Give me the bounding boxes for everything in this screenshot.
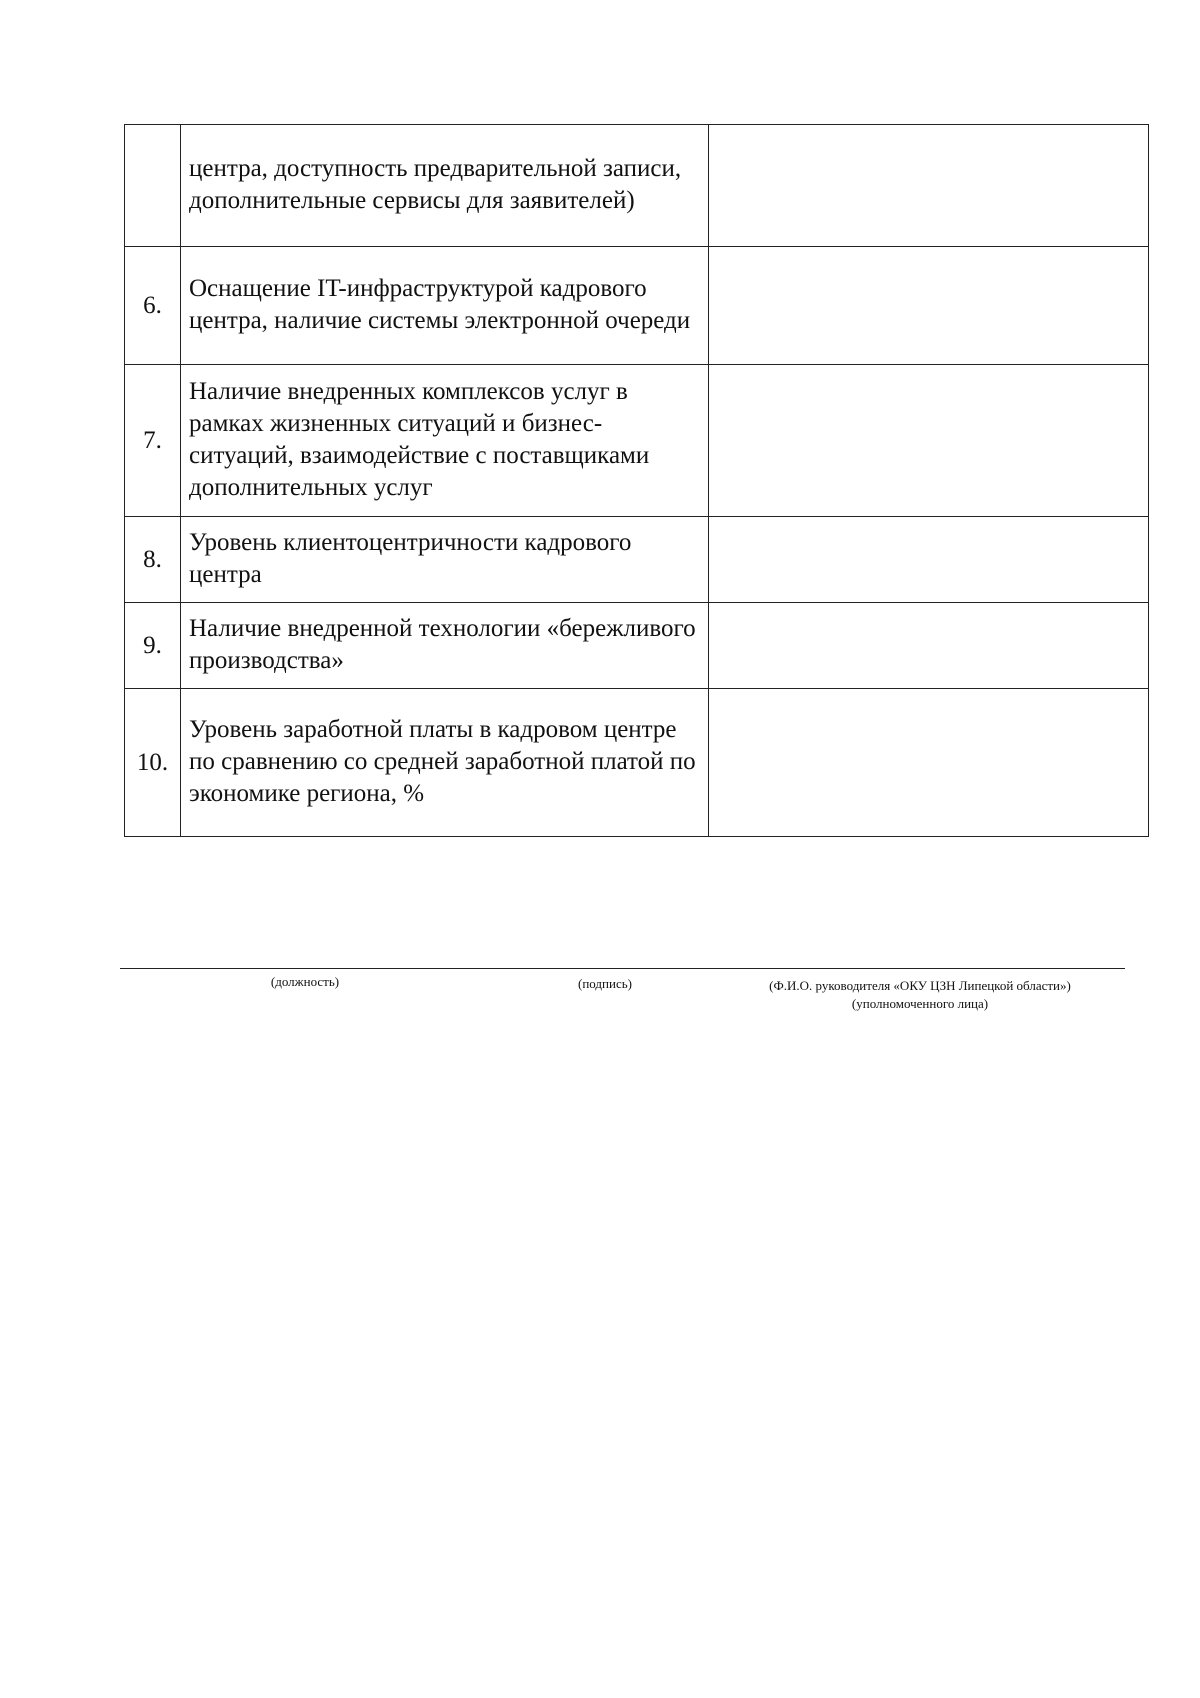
signature-line xyxy=(120,968,1125,969)
criterion-value xyxy=(709,247,1149,365)
criterion-name: Наличие внедренных комплексов услуг в рамках жизненных ситуаций и бизнес-ситуаций, взаимодействие с поставщиками дополнительных услуг xyxy=(181,365,709,517)
fio-sublabel: (уполномоченного лица) xyxy=(851,996,989,1011)
position-label: (должность) xyxy=(270,974,340,989)
table-row xyxy=(125,125,1149,247)
row-number xyxy=(125,125,181,247)
row-number: 9. xyxy=(125,603,181,689)
criterion-name: Оснащение IT-инфраструктурой кадрового центра, наличие системы электронной очереди xyxy=(181,247,709,365)
row-number: 6. xyxy=(125,247,181,365)
criterion-value xyxy=(709,365,1149,517)
criterion-name: центра, доступность предварительной записи, дополнительные сервисы для заявителей) xyxy=(181,125,709,247)
criterion-value xyxy=(709,603,1149,689)
criterion-value xyxy=(709,125,1149,247)
row-number: 8. xyxy=(125,517,181,603)
criterion-value xyxy=(709,517,1149,603)
criteria-table xyxy=(124,124,1149,837)
criterion-name: Уровень заработной платы в кадровом центре по сравнению со средней заработной платой по экономике региона, % xyxy=(181,689,709,837)
table-row xyxy=(125,365,1149,517)
fio-label: (Ф.И.О. руководителя «ОКУ ЦЗН Липецкой области») xyxy=(769,978,1071,993)
row-number: 7. xyxy=(125,365,181,517)
table-row xyxy=(125,247,1149,365)
criterion-name: Уровень клиентоцентричности кадрового центра xyxy=(181,517,709,603)
table-row xyxy=(125,603,1149,689)
table-row xyxy=(125,689,1149,837)
row-number: 10. xyxy=(125,689,181,837)
criterion-name: Наличие внедренной технологии «бережливого производства» xyxy=(181,603,709,689)
criterion-value xyxy=(709,689,1149,837)
table-row xyxy=(125,517,1149,603)
signature-label: (подпись) xyxy=(578,976,632,991)
